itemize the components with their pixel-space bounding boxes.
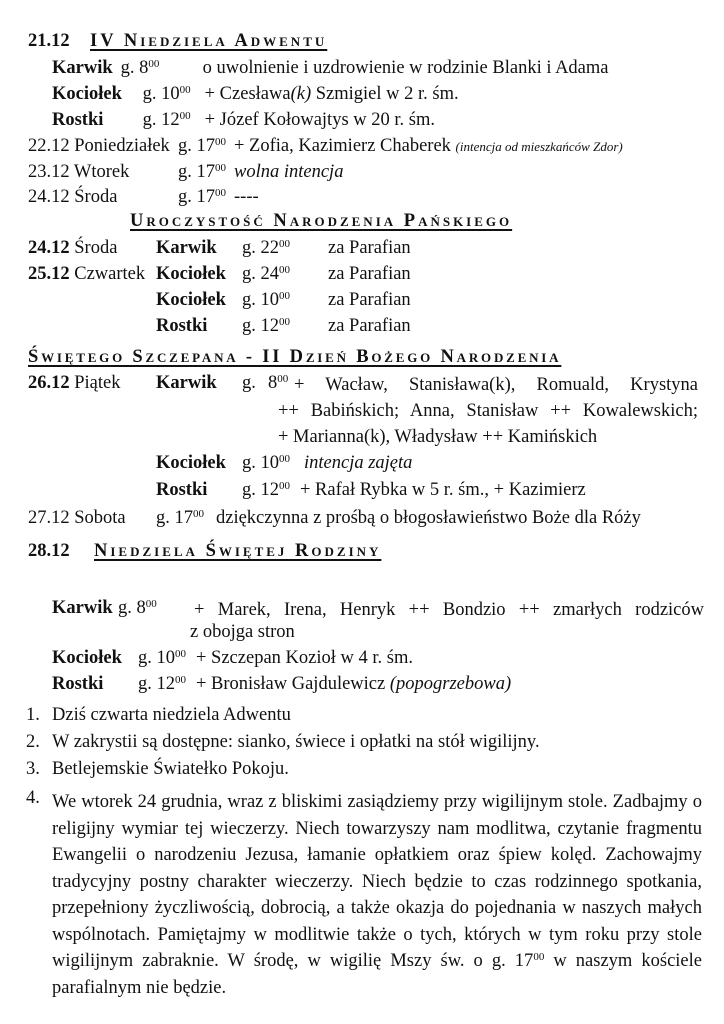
- intention: o uwolnienie i uzdrowienie w rodzinie Blanki i Adama: [202, 58, 609, 78]
- day-label: 24.12 Środa: [28, 187, 118, 207]
- mass-row: [52, 647, 413, 669]
- intention-line: + Marek, Irena, Henryk ++ Bondzio ++ zmarłych rodziców: [194, 600, 704, 620]
- time-minutes: 00: [533, 951, 545, 963]
- intention: dziękczynna z prośbą o błogosławieństwo Boże dla Róży: [216, 508, 641, 528]
- announcement-item: [26, 704, 291, 726]
- intention: + Zofia, Kazimierz Chaberek: [234, 136, 451, 156]
- announcement-number: 3.: [26, 759, 40, 779]
- time-minutes: 00: [279, 316, 290, 328]
- announcement-number: 4.: [26, 788, 40, 808]
- time: g. 10: [242, 290, 279, 310]
- time: g. 17: [156, 508, 193, 528]
- place-label: Karwik: [52, 58, 113, 78]
- time: g. 8: [118, 598, 146, 618]
- intention-note: (popogrzebowa): [389, 674, 512, 694]
- time-minutes: 00: [215, 187, 226, 199]
- announcement-item: [26, 758, 289, 780]
- time: g. 10: [138, 648, 175, 668]
- announcement-text: Betlejemskie Światełko Pokoju.: [52, 759, 289, 779]
- intention: za Parafian: [328, 238, 411, 258]
- time: g. 10: [242, 453, 279, 473]
- intention-line: ++ Babińskich; Anna, Stanisław ++ Kowalewskich;: [278, 401, 698, 421]
- intention-line: + Wacław, Stanisława(k), Romuald, Krystyna: [294, 375, 698, 395]
- time-prefix: g.: [242, 373, 256, 393]
- date: 26.12: [28, 373, 70, 393]
- announcement-text: W zakrystii są dostępne: sianko, świece i opłatki na stół wigilijny.: [52, 732, 540, 752]
- weekday-row: [28, 161, 343, 183]
- time-minutes: 00: [277, 373, 289, 385]
- time: g. 12: [138, 674, 175, 694]
- mass-row: [156, 289, 411, 311]
- announcement-text-end: w naszym kościele parafialnym nie będzie.: [52, 951, 702, 998]
- intention: + Rafał Rybka w 5 r. śm., + Kazimierz: [300, 480, 586, 500]
- day-label: 23.12 Wtorek: [28, 162, 130, 182]
- intention: za Parafian: [328, 264, 411, 284]
- time-minutes: 00: [279, 238, 290, 250]
- place-label: Kociołek: [156, 290, 226, 310]
- time: g. 12: [242, 316, 279, 336]
- weekday-row: [28, 135, 623, 158]
- place-label: Karwik: [156, 373, 217, 393]
- intention: + Józef Kołowajtys w 20 r. śm.: [204, 110, 435, 130]
- section4-date: 28.12: [28, 541, 70, 561]
- section4-title: Niedziela Świętej Rodziny: [94, 541, 382, 561]
- mass-row: [52, 673, 511, 695]
- intention-rest: Szmigiel w 2 r. śm.: [311, 84, 459, 104]
- section1-title: IV Niedziela Adwentu: [90, 31, 328, 51]
- weekday-row: [28, 507, 641, 529]
- mass-row: [52, 57, 609, 79]
- time-minutes: 00: [179, 110, 191, 122]
- intention: za Parafian: [328, 290, 411, 310]
- announcement-number: 1.: [26, 705, 40, 725]
- place-label: Kociołek: [52, 84, 122, 104]
- intention: za Parafian: [328, 316, 411, 336]
- place-label: Rostki: [156, 480, 208, 500]
- time-minutes: 00: [215, 162, 226, 174]
- intention-line: + Marianna(k), Władysław ++ Kamińskich: [278, 427, 598, 447]
- place-label: Karwik: [156, 238, 217, 258]
- intention: + Bronisław Gajdulewicz: [196, 674, 390, 694]
- mass-row: [156, 479, 586, 501]
- place-label: Rostki: [52, 674, 104, 694]
- time-minutes: 00: [175, 648, 186, 660]
- mass-row: [52, 109, 435, 131]
- mass-row: [28, 372, 288, 394]
- day-label: 27.12 Sobota: [28, 508, 126, 528]
- place-label: Rostki: [52, 110, 104, 130]
- time-minutes: 00: [175, 674, 186, 686]
- intention-line: z obojga stron: [190, 622, 295, 642]
- day-label: Czwartek: [74, 264, 146, 284]
- time-minutes: 00: [145, 598, 157, 610]
- weekday-row: [28, 186, 259, 208]
- mass-row: [156, 452, 412, 474]
- announcement-text: [52, 789, 702, 1001]
- time-minutes: 00: [179, 84, 191, 96]
- day-label: Piątek: [74, 373, 121, 393]
- announcement-item: [26, 731, 540, 753]
- time: g. 24: [242, 264, 279, 284]
- mass-row: [52, 83, 459, 105]
- announcement-text: Dziś czwarta niedziela Adwentu: [52, 705, 291, 725]
- time-minutes: 00: [279, 264, 290, 276]
- time: g. 8: [120, 58, 149, 78]
- place-label: Rostki: [156, 316, 208, 336]
- place-label: Kociołek: [156, 264, 226, 284]
- mass-row: [28, 237, 411, 259]
- announcement-text-main: We wtorek 24 grudnia, wraz z bliskimi zasiądziemy przy wigilijnym stole. Zadbajmy o religijny wymiar tej wieczerzy. Niech towarzyszy nam modlitwa, czytanie fragmentu Ewangelii o narodzeniu Jezusa, łamanie opłatkiem oraz śpiew kolęd. Zachowajmy tradycyjny postny charakter wieczerzy. Niech będzie to czas rodzinnego spotkania, przepełniony życzliwością, dobrocią, a także okazja do pojednania w naszych małych wspólnotach. Pamiętajmy w modlitwie także o tych, których w tym roku przy stole wigilijnym zabraknie. W środę, w wigilię Mszy św. o g. 17: [52, 792, 702, 971]
- place-label: Karwik: [52, 598, 113, 618]
- time-minutes: 00: [193, 508, 204, 520]
- time: g. 17: [178, 162, 215, 182]
- time: g. 22: [242, 238, 279, 258]
- date: 24.12: [28, 238, 70, 258]
- time: g. 12: [142, 110, 180, 130]
- date: 25.12: [28, 264, 70, 284]
- time-minutes: 00: [148, 58, 160, 70]
- day-label: Środa: [74, 238, 118, 258]
- mass-row: [156, 315, 411, 337]
- place-label: Kociołek: [52, 648, 122, 668]
- mass-row: [52, 597, 192, 619]
- intention: wolna intencja: [234, 162, 344, 182]
- time: 8: [268, 373, 278, 393]
- time-minutes: 00: [279, 290, 290, 302]
- announcement-number: 2.: [26, 732, 40, 752]
- intention: + Czesława: [204, 84, 291, 104]
- day-label: 22.12 Poniedziałek: [28, 136, 170, 156]
- time: g. 17: [178, 187, 215, 207]
- mass-row: [28, 263, 411, 285]
- intention: intencja zajęta: [304, 453, 413, 473]
- place-label: Kociołek: [156, 453, 226, 473]
- time: g. 12: [242, 480, 279, 500]
- section1-date: 21.12: [28, 31, 70, 51]
- time: g. 10: [142, 84, 180, 104]
- intention-note: (k): [290, 84, 312, 104]
- intention: ----: [234, 187, 259, 207]
- section3-title: Świętego Szczepana - II Dzień Bożego Narodzenia: [28, 347, 562, 367]
- intention: + Szczepan Kozioł w 4 r. śm.: [196, 648, 413, 668]
- time: g. 17: [178, 136, 215, 156]
- time-minutes: 00: [279, 480, 290, 492]
- time-minutes: 00: [215, 136, 226, 148]
- time-minutes: 00: [279, 453, 290, 465]
- section2-title: Uroczystość Narodzenia Pańskiego: [130, 211, 513, 231]
- intention-note: (intencja od mieszkańców Zdor): [455, 139, 623, 154]
